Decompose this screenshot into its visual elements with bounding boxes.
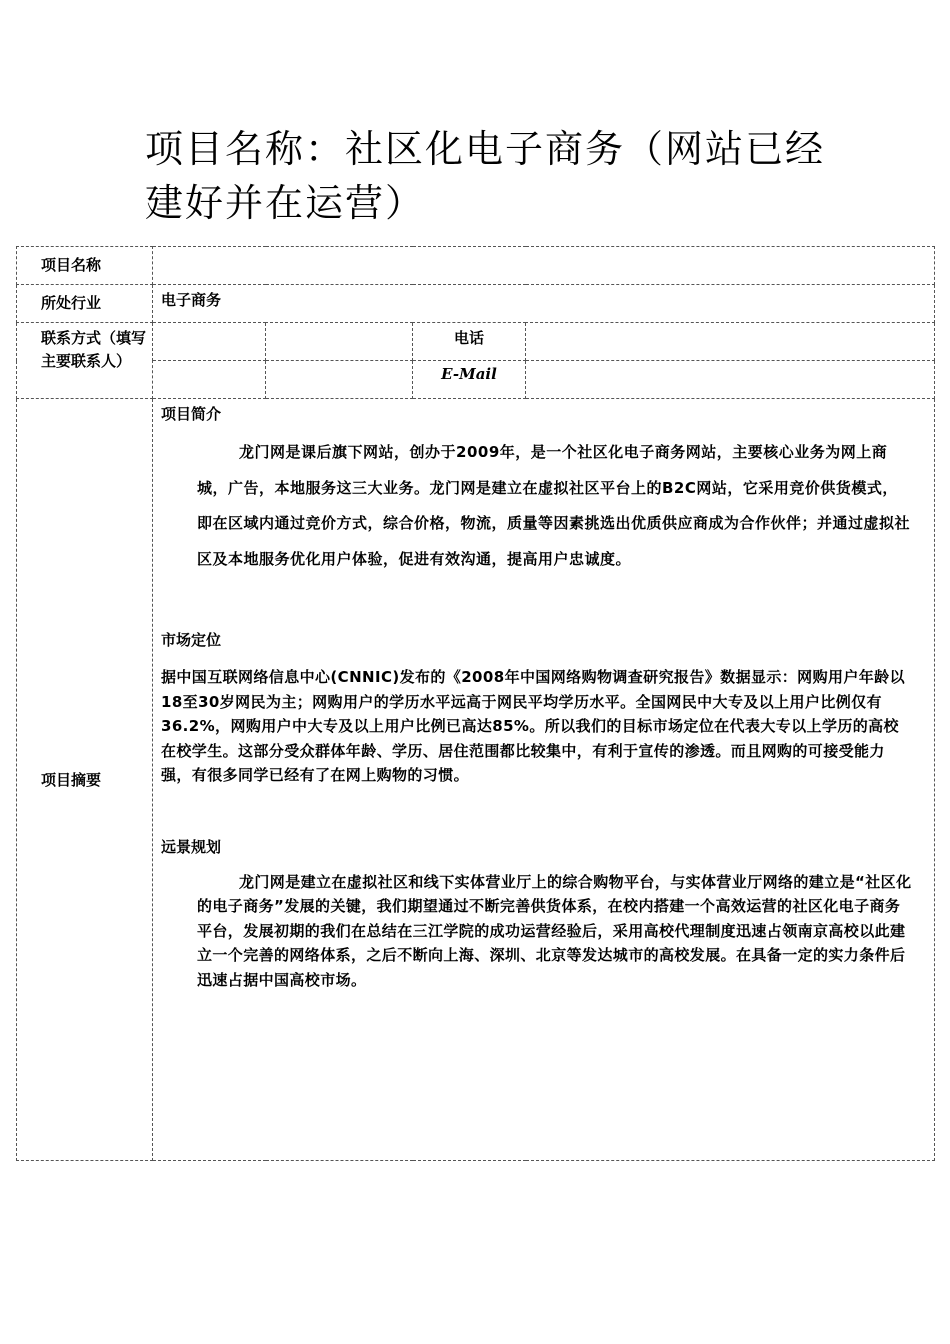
market-heading: 市场定位 [161, 631, 222, 649]
contact-name-cell-3[interactable] [153, 361, 266, 399]
market-paragraph: 据中国互联网络信息中心(CNNIC)发布的《2008年中国网络购物调查研究报告》数据显示：网购用户年龄以18至30岁网民为主；网购用户的学历水平远高于网民平均学历水平。全国网民中大专及以上用户比例仅有36.2%，网购用户中大专及以上用户比例已高达85%。所以我们的目标市场定位在代表大专以上学历的高校在校学生。这部分受众群体年龄、学历、居住范围都比较集中，有利于宣传的渗透。而且网购的可接受能力强，有很多同学已经有了在网上购物的习惯。 [161, 668, 905, 784]
industry-value[interactable]: 电子商务 [153, 285, 935, 323]
project-name-label: 项目名称 [17, 247, 153, 285]
phone-label: 电话 [413, 323, 526, 361]
summary-content [153, 399, 935, 1161]
contact-label: 联系方式（填写主要联系人） [17, 323, 153, 399]
phone-value[interactable] [526, 323, 935, 361]
contact-name-cell-2[interactable] [266, 323, 413, 361]
email-label: E-Mail [413, 361, 526, 399]
row-industry [17, 285, 935, 323]
contact-name-cell-4[interactable] [266, 361, 413, 399]
intro-heading: 项目简介 [161, 405, 222, 423]
vision-paragraph: 龙门网是建立在虚拟社区和线下实体营业厅上的综合购物平台，与实体营业厅网络的建立是“社区化的电子商务”发展的关键，我们期望通过不断完善供货体系，在校内搭建一个高效运营的社区化电子商务平台，发展初期的我们在总结在三江学院的成功运营经验后，采用高校代理制度迅速占领南京高校以此建立一个完善的网络体系，之后不断向上海、深圳、北京等发达城市的高校发展。在具备一定的实力条件后迅速占据中国高校市场。 [197, 872, 912, 989]
page-title: 项目名称：社区化电子商务（网站已经建好并在运营） [145, 127, 826, 225]
project-form-table [16, 246, 935, 1161]
industry-label: 所处行业 [17, 285, 153, 323]
row-summary [17, 399, 935, 1161]
summary-label: 项目摘要 [17, 399, 153, 1161]
row-project-name [17, 247, 935, 285]
row-contact-email [17, 361, 935, 399]
row-contact-phone [17, 323, 935, 361]
vision-heading: 远景规划 [161, 837, 222, 856]
project-name-value[interactable] [153, 247, 935, 285]
contact-name-cell-1[interactable] [153, 323, 266, 361]
email-value[interactable] [526, 361, 935, 399]
intro-paragraph: 龙门网是课后旗下网站，创办于2009年，是一个社区化电子商务网站，主要核心业务为网上商城，广告，本地服务这三大业务。龙门网是建立在虚拟社区平台上的B2C网站，它采用竞价供货模式，即在区域内通过竞价方式，综合价格，物流，质量等因素挑选出优质供应商成为合作伙伴；并通过虚拟社区及本地服务优化用户体验，促进有效沟通，提高用户忠诚度。 [197, 443, 911, 568]
